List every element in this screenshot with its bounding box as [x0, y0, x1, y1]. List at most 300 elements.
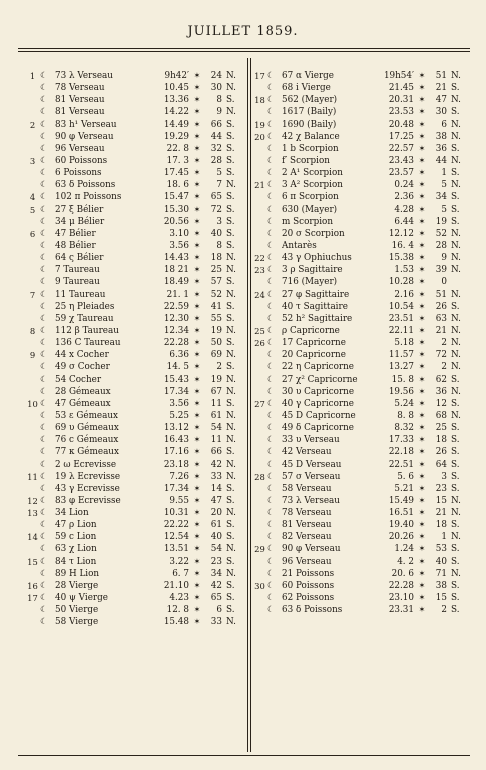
- distance-value: 26: [435, 447, 447, 458]
- moon-icon: ☾: [267, 386, 275, 397]
- moon-icon: ☾: [40, 265, 48, 276]
- moon-icon: ☾: [267, 459, 275, 470]
- moon-icon: ☾: [267, 313, 275, 324]
- table-row: [253, 543, 473, 555]
- table-row: [26, 313, 246, 325]
- table-row: [26, 70, 246, 82]
- star-icon: ✶: [193, 155, 201, 165]
- star-icon: ✶: [193, 410, 201, 420]
- star-icon: ✶: [193, 338, 201, 348]
- north-south-label: S.: [451, 204, 460, 215]
- distance-value: 21: [435, 83, 447, 94]
- day-number: 1: [29, 71, 36, 81]
- north-south-label: N.: [226, 289, 236, 300]
- distance-value: 5: [216, 168, 222, 179]
- star-name: 77 κ Gémeaux: [55, 447, 119, 458]
- table-row: [26, 179, 246, 191]
- table-row: [253, 471, 473, 483]
- star-name: 84 τ Lion: [55, 556, 97, 567]
- day-number: 27: [254, 398, 265, 409]
- star-icon: ✶: [418, 107, 426, 117]
- table-row: [253, 495, 473, 507]
- day-number: 25: [254, 325, 265, 336]
- left-column: [26, 70, 246, 628]
- moon-icon: ☾: [267, 483, 275, 494]
- north-south-label: S.: [451, 107, 460, 118]
- north-south-label: S.: [226, 495, 235, 506]
- table-row: [253, 446, 473, 458]
- distance-value: 2: [441, 605, 447, 616]
- table-row: [26, 410, 246, 422]
- table-row: [26, 94, 246, 106]
- star-name: 1690 (Baily): [282, 119, 337, 130]
- north-south-label: N.: [226, 265, 236, 276]
- star-name: 83 h¹ Verseau: [55, 119, 117, 130]
- distance-value: 3: [441, 471, 447, 482]
- star-name: 25 η Pleiades: [55, 301, 115, 312]
- conjunction-time: 22.28: [163, 338, 189, 349]
- moon-icon: ☾: [267, 544, 275, 555]
- star-icon: ✶: [418, 520, 426, 530]
- north-south-label: S.: [226, 398, 235, 409]
- star-icon: ✶: [193, 532, 201, 542]
- star-name: 7 Taureau: [55, 265, 100, 276]
- day-number: 10: [27, 398, 38, 409]
- day-number: 28: [254, 471, 265, 482]
- star-icon: ✶: [418, 605, 426, 615]
- north-south-label: S.: [451, 483, 460, 494]
- star-name: 17 Capricorne: [282, 338, 346, 349]
- star-icon: ✶: [418, 580, 426, 590]
- star-icon: ✶: [418, 362, 426, 372]
- moon-icon: ☾: [267, 119, 275, 130]
- moon-icon: ☾: [40, 520, 48, 531]
- star-name: 6 π Scorpion: [282, 192, 339, 203]
- distance-value: 66: [210, 447, 222, 458]
- star-name: Antarès: [282, 240, 317, 251]
- star-icon: ✶: [193, 386, 201, 396]
- distance-value: 28: [435, 240, 447, 251]
- moon-icon: ☾: [40, 301, 48, 312]
- north-south-label: S.: [226, 447, 235, 458]
- conjunction-time: 22.28: [388, 580, 414, 591]
- moon-icon: ☾: [40, 180, 48, 191]
- conjunction-time: 14.49: [163, 119, 189, 130]
- star-icon: ✶: [418, 277, 426, 287]
- moon-icon: ☾: [267, 338, 275, 349]
- conjunction-time: 7.26: [169, 471, 189, 482]
- star-name: 40 ψ Vierge: [55, 593, 108, 604]
- table-row: [26, 155, 246, 167]
- star-icon: ✶: [193, 435, 201, 445]
- moon-icon: ☾: [40, 143, 48, 154]
- moon-icon: ☾: [267, 423, 275, 434]
- day-number: 3: [29, 155, 36, 166]
- star-name: 27 ξ Bélier: [55, 204, 104, 215]
- day-number: 17: [254, 71, 265, 81]
- distance-value: 40: [210, 532, 222, 543]
- distance-value: 40: [210, 228, 222, 239]
- star-name: 59 χ Taureau: [55, 313, 114, 324]
- star-icon: ✶: [418, 240, 426, 250]
- star-name: m Scorpion: [282, 216, 333, 227]
- distance-value: 34: [210, 568, 222, 579]
- distance-value: 57: [210, 277, 222, 288]
- north-south-label: S.: [451, 398, 460, 409]
- star-name: 73 λ Verseau: [282, 495, 340, 506]
- distance-value: 15: [435, 593, 447, 604]
- table-row: [26, 361, 246, 373]
- north-south-label: N.: [451, 289, 461, 300]
- conjunction-time: 22.18: [388, 447, 414, 458]
- conjunction-time: 21.10: [163, 580, 189, 591]
- star-name: 67 α Vierge: [282, 71, 334, 81]
- distance-value: 9: [441, 253, 447, 264]
- moon-icon: ☾: [267, 362, 275, 373]
- distance-value: 11: [210, 398, 222, 409]
- north-south-label: S.: [451, 168, 460, 179]
- moon-icon: ☾: [40, 204, 48, 215]
- moon-icon: ☾: [40, 410, 48, 421]
- conjunction-time: 22.59: [163, 301, 189, 312]
- moon-icon: ☾: [40, 277, 48, 288]
- north-south-label: N.: [451, 325, 461, 336]
- moon-icon: ☾: [40, 253, 48, 264]
- north-south-label: N.: [226, 544, 236, 555]
- table-row: [26, 519, 246, 531]
- table-row: [253, 179, 473, 191]
- star-icon: ✶: [418, 83, 426, 93]
- day-number: 29: [254, 544, 265, 555]
- star-name: 76 c Gémeaux: [55, 435, 119, 446]
- star-icon: ✶: [418, 435, 426, 445]
- star-icon: ✶: [193, 83, 201, 93]
- distance-value: 51: [435, 71, 447, 81]
- table-row: [26, 580, 246, 592]
- star-icon: ✶: [193, 131, 201, 141]
- star-name: 60 Poissons: [55, 155, 108, 166]
- conjunction-time: 13.12: [163, 423, 189, 434]
- star-name: 96 Verseau: [282, 556, 332, 567]
- conjunction-time: 2.36: [394, 192, 414, 203]
- star-name: 90 φ Verseau: [55, 131, 114, 142]
- table-row: [26, 337, 246, 349]
- north-south-label: N.: [451, 362, 461, 373]
- conjunction-time: 5.21: [394, 483, 414, 494]
- north-south-label: N.: [451, 313, 461, 324]
- day-number: 13: [27, 508, 38, 519]
- star-icon: ✶: [418, 180, 426, 190]
- star-icon: ✶: [193, 204, 201, 214]
- moon-icon: ☾: [40, 495, 48, 506]
- conjunction-time: 13.36: [163, 95, 189, 106]
- conjunction-time: 10.54: [388, 301, 414, 312]
- star-name: 58 Vierge: [55, 617, 99, 628]
- conjunction-time: 20. 6: [391, 568, 414, 579]
- day-number: 30: [254, 580, 265, 591]
- table-row: [253, 289, 473, 301]
- star-name: 58 Verseau: [282, 483, 332, 494]
- star-icon: ✶: [193, 143, 201, 153]
- star-name: 43 γ Ecrevisse: [55, 483, 120, 494]
- north-south-label: S.: [226, 228, 235, 239]
- distance-value: 65: [210, 593, 222, 604]
- conjunction-time: 23.31: [388, 605, 414, 616]
- conjunction-time: 17.25: [388, 131, 414, 142]
- table-row: [253, 422, 473, 434]
- star-icon: ✶: [418, 95, 426, 105]
- table-row: [253, 507, 473, 519]
- star-name: 28 Gémeaux: [55, 386, 111, 397]
- distance-value: 39: [435, 265, 447, 276]
- north-south-label: S.: [451, 192, 460, 203]
- star-icon: ✶: [193, 240, 201, 250]
- star-name: 53 ε Gémeaux: [55, 410, 118, 421]
- star-icon: ✶: [193, 265, 201, 275]
- star-name: 47 Gémeaux: [55, 398, 111, 409]
- star-name: 63 δ Poissons: [282, 605, 343, 616]
- moon-icon: ☾: [40, 471, 48, 482]
- table-row: [26, 325, 246, 337]
- star-name: 42 Verseau: [282, 447, 332, 458]
- north-south-label: N.: [451, 568, 461, 579]
- north-south-label: S.: [451, 374, 460, 385]
- star-name: 64 ς Bélier: [55, 253, 104, 264]
- star-icon: ✶: [418, 495, 426, 505]
- north-south-label: N.: [451, 508, 461, 519]
- conjunction-time: 14.22: [163, 107, 189, 118]
- day-number: 11: [27, 471, 38, 482]
- star-icon: ✶: [193, 325, 201, 335]
- star-name: 27 χ² Capricorne: [282, 374, 358, 385]
- table-row: [26, 301, 246, 313]
- north-south-label: S.: [226, 155, 235, 166]
- day-number: 2: [29, 119, 36, 130]
- table-row: [26, 434, 246, 446]
- distance-value: 42: [210, 580, 222, 591]
- conjunction-time: 15. 8: [391, 374, 414, 385]
- star-name: 1 b Scorpion: [282, 143, 339, 154]
- moon-icon: ☾: [40, 168, 48, 179]
- star-icon: ✶: [193, 398, 201, 408]
- conjunction-time: 22.57: [388, 143, 414, 154]
- table-row: [253, 434, 473, 446]
- table-row: [253, 410, 473, 422]
- day-number: 26: [254, 338, 265, 349]
- conjunction-time: 9.55: [169, 495, 189, 506]
- star-icon: ✶: [193, 216, 201, 226]
- distance-value: 3: [216, 216, 222, 227]
- star-icon: ✶: [193, 495, 201, 505]
- north-south-label: S.: [451, 216, 460, 227]
- table-row: [26, 252, 246, 264]
- table-row: [253, 580, 473, 592]
- conjunction-time: 12.12: [388, 228, 414, 239]
- star-name: 54 Cocher: [55, 374, 102, 385]
- north-south-label: N.: [451, 386, 461, 397]
- north-south-label: S.: [226, 313, 235, 324]
- moon-icon: ☾: [267, 593, 275, 604]
- north-south-label: S.: [226, 338, 235, 349]
- moon-icon: ☾: [267, 71, 275, 81]
- page-title: JUILLET 1859.: [187, 24, 299, 39]
- distance-value: 21: [435, 325, 447, 336]
- moon-icon: ☾: [40, 131, 48, 142]
- conjunction-time: 20.26: [388, 532, 414, 543]
- conjunction-time: 6.44: [394, 216, 414, 227]
- north-south-label: S.: [226, 277, 235, 288]
- distance-value: 52: [210, 289, 222, 300]
- distance-value: 55: [210, 313, 222, 324]
- north-south-label: N.: [226, 435, 236, 446]
- table-row: [253, 94, 473, 106]
- star-icon: ✶: [418, 204, 426, 214]
- star-name: 3 A² Scorpion: [282, 180, 343, 191]
- north-south-label: S.: [226, 520, 235, 531]
- table-row: [26, 191, 246, 203]
- star-name: ρ Capricorne: [282, 325, 340, 336]
- north-south-label: S.: [451, 459, 460, 470]
- distance-value: 47: [435, 95, 447, 106]
- conjunction-time: 9h42′: [164, 71, 189, 81]
- conjunction-time: 19.40: [388, 520, 414, 531]
- table-row: [253, 325, 473, 337]
- day-number: 22: [254, 253, 265, 264]
- star-name: 2 A¹ Scorpion: [282, 168, 343, 179]
- north-south-label: N.: [451, 155, 461, 166]
- table-row: [253, 191, 473, 203]
- star-name: 96 Verseau: [55, 143, 105, 154]
- star-icon: ✶: [193, 228, 201, 238]
- north-south-label: S.: [226, 131, 235, 142]
- table-row: [26, 495, 246, 507]
- table-row: [26, 568, 246, 580]
- star-icon: ✶: [193, 192, 201, 202]
- moon-icon: ☾: [40, 71, 48, 81]
- distance-value: 53: [435, 544, 447, 555]
- star-name: 60 Poissons: [282, 580, 335, 591]
- conjunction-time: 22.51: [388, 459, 414, 470]
- moon-icon: ☾: [40, 374, 48, 385]
- star-name: 62 Poissons: [282, 593, 335, 604]
- moon-icon: ☾: [40, 338, 48, 349]
- distance-value: 21: [435, 508, 447, 519]
- north-south-label: S.: [226, 204, 235, 215]
- star-name: 19 λ Ecrevisse: [55, 471, 121, 482]
- conjunction-time: 4. 2: [397, 556, 414, 567]
- star-name: 78 Verseau: [282, 508, 332, 519]
- north-south-label: S.: [226, 119, 235, 130]
- day-number: 5: [29, 204, 36, 215]
- star-name: 6 Poissons: [55, 168, 102, 179]
- star-icon: ✶: [418, 119, 426, 129]
- distance-value: 25: [210, 265, 222, 276]
- conjunction-time: 15.48: [163, 617, 189, 628]
- star-name: 28 Vierge: [55, 580, 99, 591]
- distance-value: 72: [435, 350, 447, 361]
- conjunction-time: 17.16: [163, 447, 189, 458]
- distance-value: 61: [210, 410, 222, 421]
- star-name: 21 Poissons: [282, 568, 335, 579]
- conjunction-time: 13.51: [163, 544, 189, 555]
- north-south-label: N.: [451, 131, 461, 142]
- distance-value: 19: [435, 216, 447, 227]
- star-name: f′ Scorpion: [282, 155, 330, 166]
- moon-icon: ☾: [40, 398, 48, 409]
- table-row: [253, 398, 473, 410]
- table-row: [26, 471, 246, 483]
- north-south-label: N.: [226, 423, 236, 434]
- moon-icon: ☾: [267, 532, 275, 543]
- star-icon: ✶: [418, 386, 426, 396]
- conjunction-time: 3.56: [169, 240, 189, 251]
- conjunction-time: 4.28: [394, 204, 414, 215]
- distance-value: 20: [210, 508, 222, 519]
- moon-icon: ☾: [40, 593, 48, 604]
- north-south-label: S.: [226, 192, 235, 203]
- north-south-label: S.: [226, 605, 235, 616]
- distance-value: 14: [210, 483, 222, 494]
- star-name: 27 φ Sagittaire: [282, 289, 350, 300]
- conjunction-time: 19.56: [388, 386, 414, 397]
- distance-value: 36: [435, 143, 447, 154]
- table-row: [26, 398, 246, 410]
- conjunction-time: 19.29: [163, 131, 189, 142]
- table-row: [26, 204, 246, 216]
- table-row: [26, 82, 246, 94]
- star-name: 112 β Taureau: [55, 325, 119, 336]
- conjunction-time: 15.49: [388, 495, 414, 506]
- moon-icon: ☾: [267, 471, 275, 482]
- north-south-label: S.: [451, 143, 460, 154]
- moon-icon: ☾: [40, 435, 48, 446]
- star-name: 45 D Capricorne: [282, 410, 356, 421]
- distance-value: 2: [441, 362, 447, 373]
- moon-icon: ☾: [267, 520, 275, 531]
- distance-value: 23: [210, 556, 222, 567]
- table-row: [253, 204, 473, 216]
- north-south-label: N.: [226, 617, 236, 628]
- distance-value: 32: [210, 143, 222, 154]
- table-row: [253, 604, 473, 616]
- conjunction-time: 3.10: [169, 228, 189, 239]
- star-icon: ✶: [418, 350, 426, 360]
- north-south-label: S.: [451, 593, 460, 604]
- star-name: 49 δ Capricorne: [282, 423, 355, 434]
- distance-value: 11: [210, 435, 222, 446]
- conjunction-time: 3.22: [169, 556, 189, 567]
- table-row: [26, 264, 246, 276]
- conjunction-time: 6.36: [169, 350, 189, 361]
- star-icon: ✶: [418, 313, 426, 323]
- star-icon: ✶: [193, 568, 201, 578]
- star-icon: ✶: [418, 228, 426, 238]
- star-name: 30 υ Capricorne: [282, 386, 355, 397]
- moon-icon: ☾: [40, 544, 48, 555]
- conjunction-time: 17.45: [163, 168, 189, 179]
- north-south-label: S.: [451, 471, 460, 482]
- star-icon: ✶: [193, 180, 201, 190]
- north-south-label: S.: [226, 240, 235, 251]
- star-icon: ✶: [193, 459, 201, 469]
- conjunction-time: 16.43: [163, 435, 189, 446]
- moon-icon: ☾: [40, 216, 48, 227]
- column-divider: [247, 58, 248, 752]
- distance-value: 50: [210, 338, 222, 349]
- moon-icon: ☾: [40, 83, 48, 94]
- table-row: [253, 106, 473, 118]
- star-icon: ✶: [418, 471, 426, 481]
